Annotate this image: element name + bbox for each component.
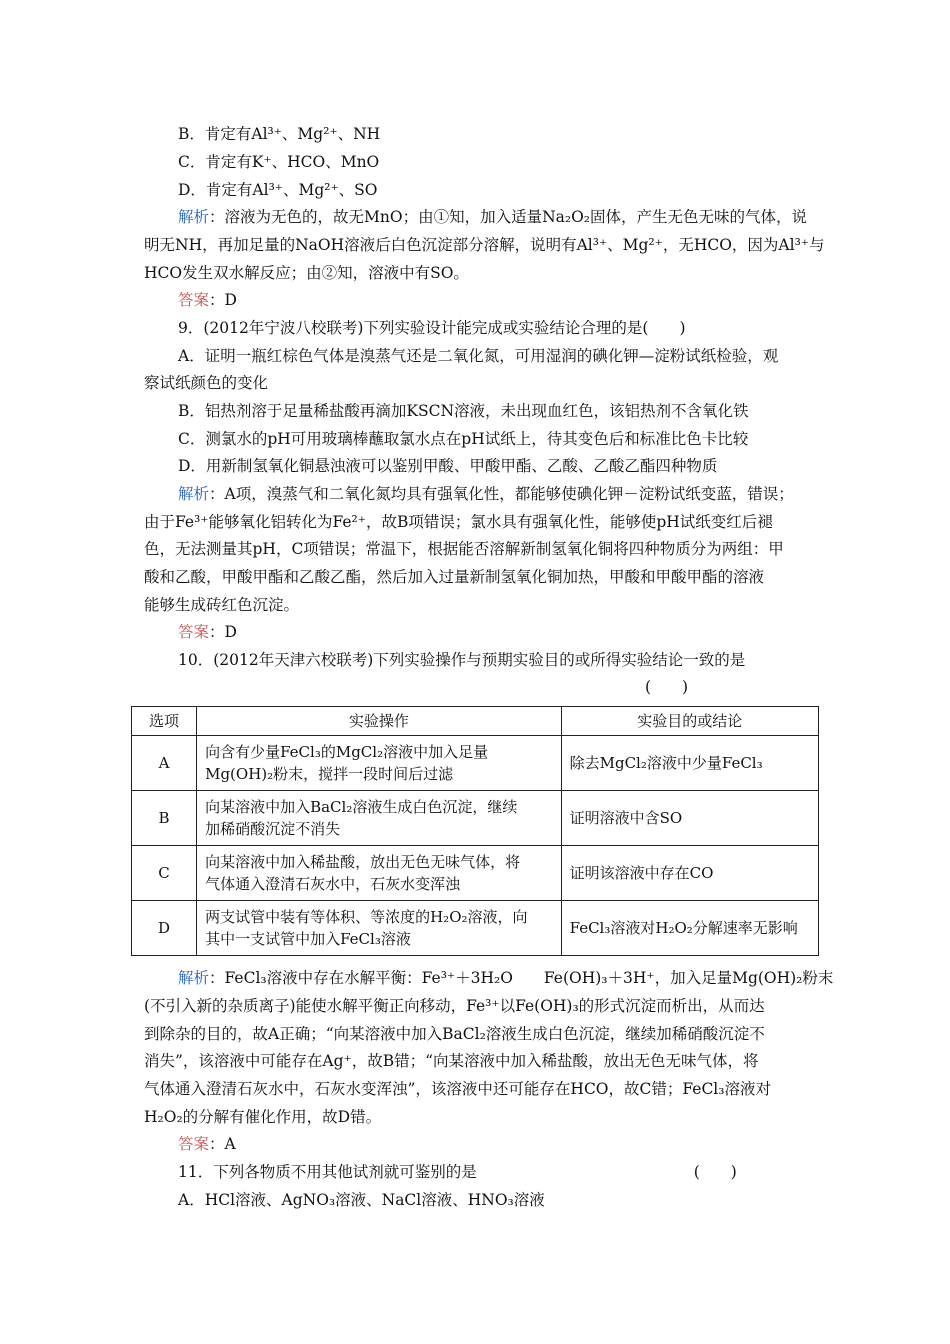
operation-line: Mg(OH)₂粉末，搅拌一段时间后过滤 (205, 765, 454, 783)
result-cell: 证明溶液中含SO (561, 791, 818, 846)
text-line (144, 512, 773, 532)
table-row (132, 846, 819, 901)
text-line (144, 1079, 771, 1099)
text-line (178, 318, 686, 338)
result-cell: 证明该溶液中存在CO (561, 846, 818, 901)
text-segment: ：A (209, 1135, 236, 1153)
text-line (144, 539, 784, 559)
text-line (144, 1107, 381, 1127)
operation-cell (197, 736, 562, 791)
text-line (144, 263, 469, 283)
header-option: 选项 (132, 707, 197, 736)
text-segment: 11．下列各物质不用其他试剂就可鉴别的是 ( ) (178, 1163, 737, 1181)
operation-line: 向某溶液中加入稀盐酸，放出无色无味气体，将 (205, 853, 521, 871)
text-line (144, 595, 299, 615)
text-line (178, 429, 748, 449)
text-line (144, 373, 268, 393)
text-line (144, 1024, 765, 1044)
operation-line: 两支试管中装有等体积、等浓度的H₂O₂溶液，向 (205, 908, 528, 926)
text-line (178, 1162, 737, 1182)
option-cell: A (132, 736, 197, 791)
text-segment: ：D (209, 291, 237, 309)
operation-cell (197, 846, 562, 901)
text-segment: ：D (209, 623, 237, 641)
text-line (178, 968, 833, 988)
operation-cell (197, 791, 562, 846)
header-result: 实验目的或结论 (561, 707, 818, 736)
text-segment: HCO发生双水解反应；由②知，溶液中有SO。 (144, 264, 469, 282)
result-cell: 除去MgCl₂溶液中少量FeCl₃ (561, 736, 818, 791)
text-segment: 到除杂的目的，故A正确；“向某溶液中加入BaCl₂溶液生成白色沉淀，继续加稀硝酸沉淀不 (144, 1025, 765, 1043)
operation-line: 其中一支试管中加入FeCl₃溶液 (205, 930, 411, 948)
text-segment: 10．(2012年天津六校联考)下列实验操作与预期实验目的或所得实验结论一致的是 (178, 651, 746, 669)
text-segment: (不引入新的杂质离子)能使水解平衡正向移动，Fe³⁺以Fe(OH)₃的形式沉淀而析出，从而达 (144, 997, 765, 1015)
text-line (178, 484, 794, 504)
text-line (178, 622, 237, 642)
text-line (178, 456, 717, 476)
text-line (178, 124, 380, 144)
text-segment: 明无NH，再加足量的NaOH溶液后白色沉淀部分溶解，说明有Al³⁺、Mg²⁺，无HCO，因为Al³⁺与 (144, 236, 825, 254)
text-line (178, 1190, 545, 1210)
option-cell: C (132, 846, 197, 901)
text-line (178, 180, 378, 200)
analysis-label: 解析 (178, 969, 210, 987)
operation-line: 向某溶液中加入BaCl₂溶液生成白色沉淀，继续 (205, 798, 518, 816)
text-line (178, 650, 745, 670)
text-line (645, 677, 688, 697)
table-row (132, 901, 819, 956)
table-row (132, 791, 819, 846)
text-segment: C．测氯水的pH可用玻璃棒蘸取氯水点在pH试纸上，待其变色后和标准比色卡比较 (178, 430, 749, 448)
table-row (132, 736, 819, 791)
answer-label: 答案 (178, 291, 210, 309)
operation-line: 加稀硝酸沉淀不消失 (205, 820, 341, 838)
text-segment: B．铝热剂溶于足量稀盐酸再滴加KSCN溶液，未出现血红色，该铝热剂不含氧化铁 (178, 402, 749, 420)
text-line (144, 1051, 759, 1071)
text-line (178, 346, 778, 366)
analysis-label: 解析 (178, 208, 210, 226)
text-line (178, 207, 807, 227)
text-segment: ：溶液为无色的，故无MnO；由①知，加入适量Na₂O₂固体，产生无色无味的气体，说 (209, 208, 808, 226)
text-segment: 消失”，该溶液中可能存在Ag⁺，故B错；“向某溶液中加入稀盐酸，放出无色无味气体，将 (144, 1052, 759, 1070)
text-line (178, 152, 379, 172)
text-segment: C．肯定有K⁺、HCO、MnO (178, 153, 380, 171)
header-operation: 实验操作 (197, 707, 562, 736)
text-segment: H₂O₂的分解有催化作用，故D错。 (144, 1108, 382, 1126)
text-segment: ( ) (645, 678, 689, 696)
text-segment: A．HCl溶液、AgNO₃溶液、NaCl溶液、HNO₃溶液 (178, 1191, 545, 1209)
text-segment: 由于Fe³⁺能够氧化铝转化为Fe²⁺，故B项错误；氯水具有强氧化性，能够使pH试纸变红后褪 (144, 513, 773, 531)
operation-line: 向含有少量FeCl₃的MgCl₂溶液中加入足量 (205, 743, 489, 761)
operation-line: 气体通入澄清石灰水中，石灰水变浑浊 (205, 875, 461, 893)
text-segment: B．肯定有Al³⁺、Mg²⁺、NH (178, 125, 381, 143)
text-line (178, 1134, 236, 1154)
text-line (144, 235, 824, 255)
text-segment: ：FeCl₃溶液中存在水解平衡：Fe³⁺＋3H₂O Fe(OH)₃＋3H⁺，加入足量Mg(OH)₂粉末 (209, 969, 834, 987)
text-segment: A．证明一瓶红棕色气体是溴蒸气还是二氧化氮，可用湿润的碘化钾—淀粉试纸检验，观 (178, 347, 779, 365)
option-cell: B (132, 791, 197, 846)
text-line (144, 996, 765, 1016)
operation-cell (197, 901, 562, 956)
text-segment: 色，无法测量其pH，C项错误；常温下，根据能否溶解新制氢氧化铜将四种物质分为两组：甲 (144, 540, 784, 558)
option-cell: D (132, 901, 197, 956)
answer-label: 答案 (178, 623, 210, 641)
text-segment: ：A项，溴蒸气和二氧化氮均具有强氧化性，都能够使碘化钾－淀粉试纸变蓝，错误； (209, 485, 794, 503)
answer-label: 答案 (178, 1135, 210, 1153)
text-segment: 酸和乙酸，甲酸甲酯和乙酸乙酯，然后加入过量新制氢氧化铜加热，甲酸和甲酸甲酯的溶液 (144, 568, 765, 586)
experiment-table (131, 706, 819, 956)
table-header-row (132, 707, 819, 736)
text-segment: 气体通入澄清石灰水中，石灰水变浑浊”，该溶液中还可能存在HCO，故C错；FeCl₃溶液对 (144, 1080, 771, 1098)
text-segment: 察试纸颜色的变化 (144, 374, 269, 392)
text-segment: 能够生成砖红色沉淀。 (144, 596, 300, 614)
text-line (178, 401, 749, 421)
analysis-label: 解析 (178, 485, 210, 503)
text-line (144, 567, 764, 587)
text-segment: D．肯定有Al³⁺、Mg²⁺、SO (178, 181, 378, 199)
text-line (178, 290, 237, 310)
result-cell: FeCl₃溶液对H₂O₂分解速率无影响 (561, 901, 818, 956)
text-segment: 9．(2012年宁波八校联考)下列实验设计能完成或实验结论合理的是( ) (178, 319, 686, 337)
text-segment: D．用新制氢氧化铜悬浊液可以鉴别甲酸、甲酸甲酯、乙酸、乙酸乙酯四种物质 (178, 457, 718, 475)
